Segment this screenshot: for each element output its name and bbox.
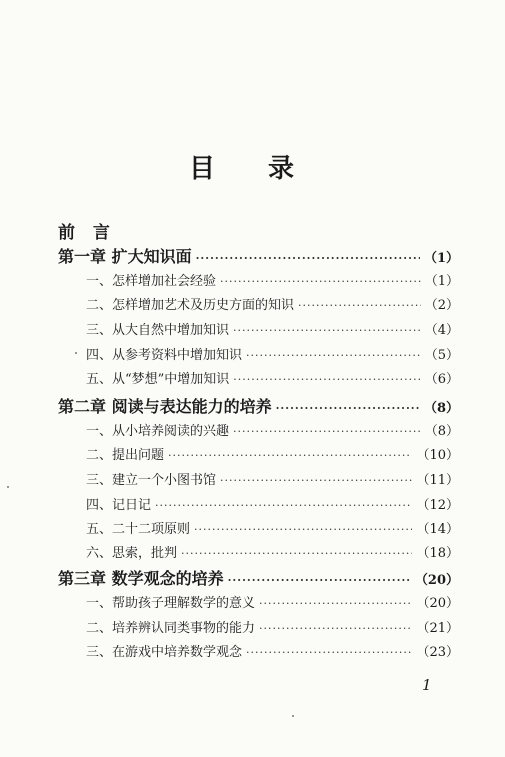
toc-entry-label: 第二章 阅读与表达能力的培养 [58, 397, 272, 416]
toc-section-entry[interactable] [86, 319, 459, 338]
toc-section-entry[interactable] [86, 270, 459, 289]
toc-section-entry[interactable] [86, 469, 459, 488]
dot-leader [228, 574, 411, 587]
dot-leader [233, 373, 420, 386]
dot-leader [298, 299, 421, 312]
page-title: 目 录 [188, 154, 317, 184]
toc-entry-page: （10） [416, 448, 459, 463]
dot-leader [259, 622, 412, 635]
toc-entry-label: 第三章 数学观念的培养 [58, 569, 224, 588]
toc-section-entry[interactable] [86, 518, 459, 537]
dot-leader [168, 449, 412, 462]
toc-entry-page: （5） [424, 348, 459, 363]
toc-entry-page: （6） [424, 372, 459, 387]
toc-entry-page: （18） [416, 546, 459, 561]
dot-leader [220, 275, 421, 288]
toc-entry-label: 四、从参考资料中增加知识 [86, 348, 243, 363]
toc-entry-label: 一、帮助孩子理解数学的意义 [86, 596, 256, 611]
toc-entry-page: （12） [416, 498, 459, 513]
toc-entry-label: 一、从小培养阅读的兴趣 [86, 424, 230, 439]
toc-entry-page: （4） [424, 323, 459, 338]
dot-leader [181, 547, 412, 560]
toc-entry-label: 二、怎样增加艺术及历史方面的知识 [86, 298, 295, 313]
toc-entry-page: （8） [423, 401, 459, 416]
toc-entry-label: 二、提出问题 [86, 448, 165, 463]
dot-leader [259, 597, 412, 610]
toc-entry-label: 五、从“梦想”中增加知识 [86, 372, 230, 387]
toc-entry-page: （21） [416, 621, 459, 636]
dot-leader [220, 474, 412, 487]
toc-section-entry[interactable] [86, 420, 459, 439]
toc-entry-page: （14） [416, 522, 459, 537]
toc-entry-label: 四、记日记 [86, 498, 152, 513]
dot-leader [155, 499, 412, 512]
toc-entry-label: 三、在游戏中培养数学观念 [86, 645, 243, 660]
scan-speck [292, 715, 294, 717]
toc-entry-page: （1） [424, 274, 459, 289]
toc-entry-label: 三、从大自然中增加知识 [86, 323, 230, 338]
dot-leader [194, 523, 412, 536]
toc-section-entry[interactable] [86, 592, 459, 611]
toc-entry-label: 二、培养辨认同类事物的能力 [86, 621, 256, 636]
toc-entry-page: （2） [424, 298, 459, 313]
toc-entry-page: （1） [423, 251, 459, 266]
toc-section-entry[interactable] [86, 542, 459, 561]
dot-leader [196, 252, 420, 265]
toc-section-entry[interactable] [86, 641, 459, 660]
toc-section-entry[interactable] [86, 494, 459, 513]
dot-leader [246, 646, 412, 659]
toc-chapter-entry[interactable] [58, 244, 459, 267]
page-number: 1 [422, 676, 432, 694]
toc-entry-label: 第一章 扩大知识面 [58, 247, 192, 266]
toc-chapter-entry[interactable] [58, 566, 459, 589]
toc-entry-label: 六、思索，批判 [86, 546, 178, 561]
toc-entry-label: 三、建立一个小图书馆 [86, 473, 217, 488]
toc-section-entry[interactable] [86, 444, 459, 463]
toc-section-entry[interactable] [86, 617, 459, 636]
toc-entry-page: （23） [416, 645, 459, 660]
dot-leader [276, 402, 420, 415]
scan-speck [75, 352, 77, 354]
toc-entry-page: （20） [416, 596, 459, 611]
toc-entry-label: 五、二十二项原则 [86, 522, 191, 537]
scan-speck [7, 486, 9, 488]
toc-section-entry[interactable] [86, 344, 459, 363]
toc-preface: 前 言 [58, 223, 116, 243]
toc-entry-page: （11） [416, 473, 459, 488]
toc-entry-label: 一、怎样增加社会经验 [86, 274, 217, 289]
toc-entry-page: （8） [424, 424, 459, 439]
toc-section-entry[interactable] [86, 368, 459, 387]
dot-leader [233, 324, 421, 337]
toc-section-entry[interactable] [86, 294, 459, 313]
dot-leader [246, 349, 421, 362]
toc-chapter-entry[interactable] [58, 394, 459, 417]
dot-leader [233, 425, 421, 438]
toc-entry-page: （20） [414, 573, 459, 588]
